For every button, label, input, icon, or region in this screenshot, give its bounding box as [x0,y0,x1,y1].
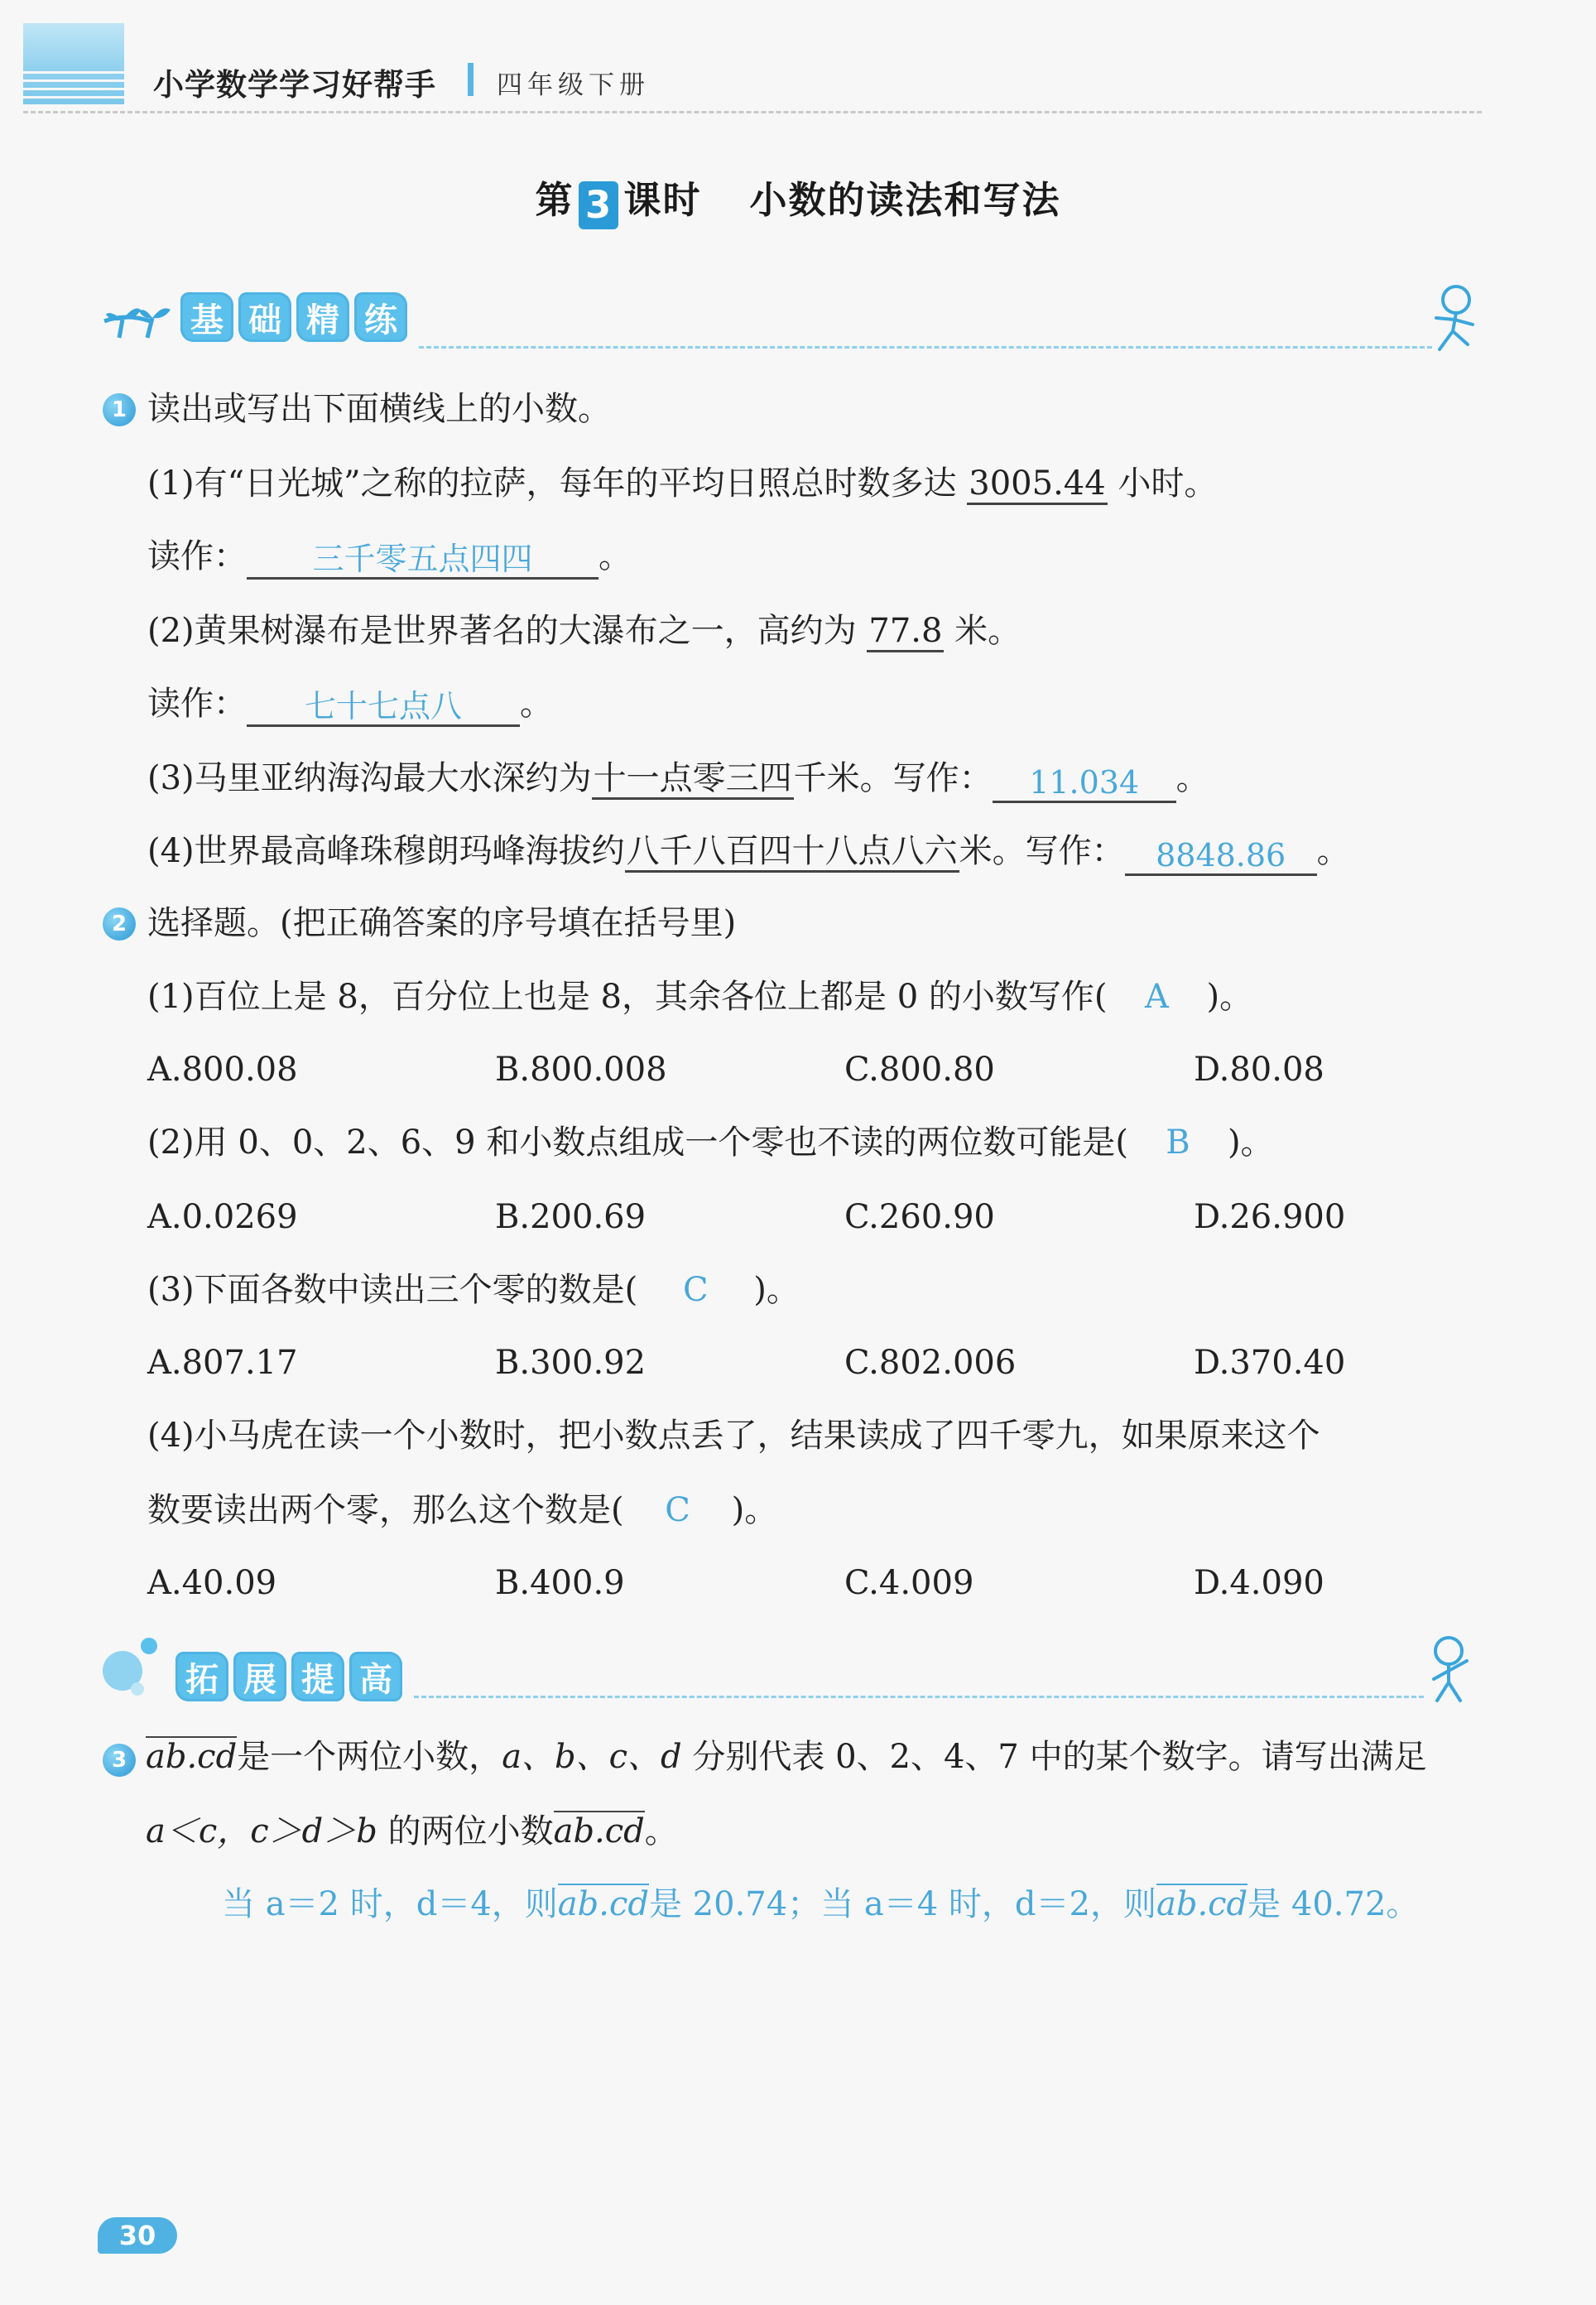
lesson-name: 小数的读法和写法 [749,178,1061,222]
grade-label: 四年级下册 [497,70,650,100]
section-extend-char: 提 [291,1652,344,1701]
q3-var: ab.cd [146,1738,238,1776]
q2-item4-answer[interactable]: C [665,1491,690,1529]
option: D.80.08 [1194,1051,1324,1089]
option: B.800.008 [495,1051,667,1089]
option: C.800.80 [844,1051,995,1089]
section-extend-char: 展 [233,1652,286,1701]
q2-item2: (2)用 0、0、2、6、9 和小数点组成一个零也不读的两位数可能是( B )。 [147,1119,1274,1166]
q1-p2-value: 77.8 [867,612,944,652]
lesson-suffix: 课时 [623,178,702,222]
q2-item3: (3)下面各数中读出三个零的数是( C )。 [147,1267,800,1313]
option: A.40.09 [147,1564,277,1602]
header-dash-line [23,111,1482,113]
q3-answer: 当 a＝2 时，d＝4，则ab.cd是 20.74；当 a＝4 时，d＝2，则ab.cd是 40.72。 [222,1885,1420,1923]
q1-p1-value: 3005.44 [967,464,1107,505]
section-extend-char: 拓 [175,1652,228,1701]
option: A.800.08 [147,1051,298,1089]
q1-part1: (1)有“日光城”之称的拉萨，每年的平均日照总时数多达 3005.44 小时。 [147,460,1217,507]
option: B.300.92 [495,1344,647,1382]
q1-p2-answer: 七十七点八 [304,688,462,724]
q2-item1: (1)百位上是 8，百分位上也是 8，其余各位上都是 0 的小数写作( A )。 [147,974,1252,1020]
book-title: 小学数学学习好帮手 [153,67,436,103]
q2-item1-answer[interactable]: A [1145,978,1169,1016]
sprout-icon [101,288,175,344]
section-basic-char: 练 [354,292,407,342]
thinking-child-icon [1416,1631,1482,1709]
option: C.802.006 [844,1344,1017,1382]
option: B.400.9 [495,1564,625,1602]
q2-item4-cont: 数要读出两个零，那么这个数是( C )。 [147,1487,777,1533]
q1-p1-answer: 三千零五点四四 [312,541,533,577]
q1-p3-answer-blank[interactable] [993,759,1176,803]
q1-part2-read: 读作： 七十七点八 。 [147,681,553,727]
option: A.0.0269 [147,1198,298,1236]
section-dash-line [414,1696,1424,1698]
section-basic-char: 础 [238,292,291,342]
header-decor-block [23,23,124,104]
section-dash-line [419,346,1432,349]
option: D.370.40 [1194,1344,1346,1382]
q1-part4: (4)世界最高峰珠穆朗玛峰海拔约八千八百四十八点八六米。写作： 8848.86 。 [147,828,1350,876]
q1-p2-answer-blank[interactable] [247,683,520,727]
option: D.4.090 [1194,1564,1324,1602]
question-number-1: 1 [103,393,136,426]
question-number-3: 3 [103,1744,136,1777]
lesson-title [0,170,1596,229]
q1-part3: (3)马里亚纳海沟最大水深约为十一点零三四千米。写作： 11.034 。 [147,755,1209,803]
option: B.200.69 [495,1198,647,1236]
q1-part2: (2)黄果树瀑布是世界著名的大瀑布之一，高约为 77.8 米。 [147,608,1021,654]
q1-p4-value: 八千八百四十八点八六 [625,832,959,873]
header-divider [468,63,474,96]
section-basic-char: 精 [296,292,349,342]
q1-p3-value: 十一点零三四 [592,759,794,800]
q3-line1: ab.cd是一个两位小数，a、b、c、d 分别代表 0、2、4、7 中的某个数字。请写出满足 [146,1738,1427,1776]
q1-p4-answer-blank[interactable] [1125,832,1317,876]
q1-p3-answer: 11.034 [1029,764,1140,801]
section-badge-basic [180,286,412,348]
q1-p4-answer: 8848.86 [1156,837,1286,873]
q1-part1-read: 读作： 三千零五点四四 。 [147,533,632,580]
q1-stem: 读出或写出下面横线上的小数。 [147,390,611,428]
page-number: 30 [98,2217,177,2254]
bubbles-icon [98,1633,180,1702]
option: A.807.17 [147,1344,298,1382]
question-number-2: 2 [103,907,136,941]
running-child-icon [1420,282,1486,359]
option: C.260.90 [844,1198,995,1236]
q2-item3-answer[interactable]: C [682,1271,709,1309]
section-basic-char: 基 [180,292,233,342]
q3-line2: a＜c，c＞d＞b 的两位小数ab.cd。 [146,1812,678,1850]
lesson-number: 3 [579,181,618,229]
section-badge-extend [175,1646,407,1707]
q2-item4: (4)小马虎在读一个小数时，把小数点丢了，结果读成了四千零九，如果原来这个 [147,1417,1320,1455]
q1-p1-answer-blank[interactable] [247,536,598,580]
section-extend-char: 高 [349,1652,402,1701]
option: C.4.009 [844,1564,974,1602]
q2-item2-answer[interactable]: B [1166,1124,1190,1162]
q2-stem: 选择题。(把正确答案的序号填在括号里) [147,904,737,942]
lesson-prefix: 第 [535,178,574,222]
option: D.26.900 [1194,1198,1346,1236]
